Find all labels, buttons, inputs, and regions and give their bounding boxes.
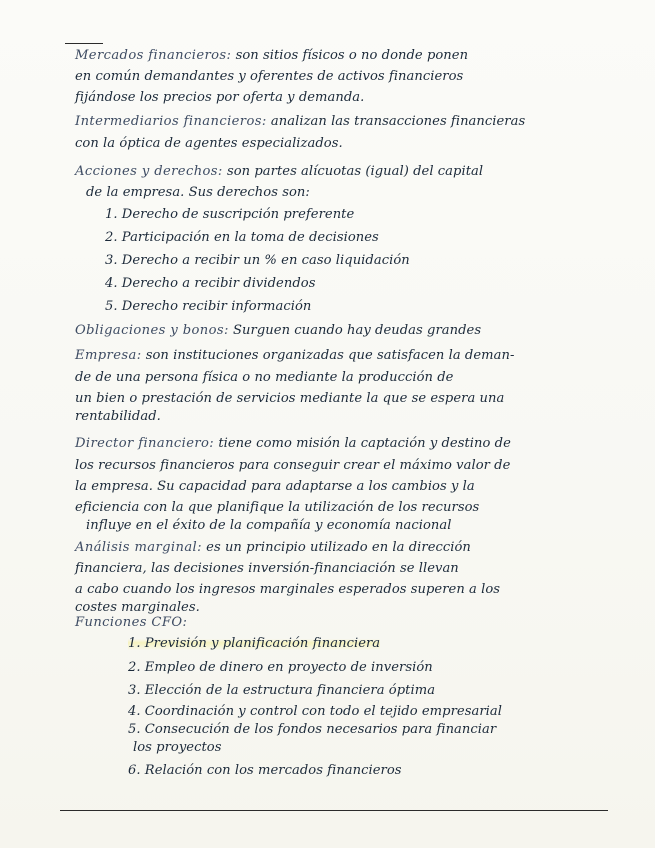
note-line	[75, 582, 500, 598]
list-item-text: 1. Derecho de suscripción preferente	[105, 207, 355, 222]
note-line	[75, 69, 463, 85]
list-item	[128, 704, 502, 720]
list-item-text: 1. Previsión y planificación financiera	[128, 636, 381, 651]
list-item	[105, 230, 379, 246]
definition-text: es un principio utilizado en la dirección	[201, 540, 471, 555]
note-line	[75, 409, 161, 425]
note-line	[75, 90, 364, 106]
definition-text: son instituciones organizadas que satisfacen la deman-	[141, 348, 515, 363]
list-item-text: 3. Derecho a recibir un % en caso liquidación	[105, 253, 410, 268]
definition-term: Acciones y derechos:	[75, 164, 223, 179]
list-item-text: 2. Participación en la toma de decisiones	[105, 230, 379, 245]
list-item-text: 4. Derecho a recibir dividendos	[105, 276, 316, 291]
note-line	[75, 540, 471, 556]
definition-text: un bien o prestación de servicios mediante la que se espera una	[75, 391, 505, 406]
list-item-text: 2. Empleo de dinero en proyecto de inversión	[128, 660, 433, 675]
list-item	[128, 660, 433, 676]
definition-text: la empresa. Su capacidad para adaptarse a los cambios y la	[75, 479, 475, 494]
definition-text: rentabilidad.	[75, 409, 161, 424]
note-line	[75, 436, 511, 452]
list-item	[133, 740, 221, 756]
definition-text: los recursos financieros para conseguir crear el máximo valor de	[75, 458, 511, 473]
note-line	[86, 185, 310, 201]
definition-text: tiene como misión la captación y destino de	[214, 436, 511, 451]
list-item-text: 3. Elección de la estructura financiera óptima	[128, 683, 436, 698]
footer-rule	[60, 810, 608, 811]
definition-text: influye en el éxito de la compañía y economía nacional	[86, 518, 452, 533]
note-line	[75, 479, 475, 495]
note-line	[75, 600, 200, 616]
definition-text: costes marginales.	[75, 600, 200, 615]
note-line	[75, 370, 453, 386]
definition-text: eficiencia con la que planifique la utilización de los recursos	[75, 500, 480, 515]
header-rule	[65, 43, 103, 44]
definition-text: de la empresa. Sus derechos son:	[86, 185, 310, 200]
definition-text: fijándose los precios por oferta y demanda.	[75, 90, 365, 105]
list-item	[105, 253, 410, 269]
definition-text: de de una persona física o no mediante la producción de	[75, 370, 454, 385]
list-item	[105, 276, 315, 292]
note-line	[75, 458, 510, 474]
list-item	[128, 636, 380, 652]
definition-text: son sitios físicos o no donde ponen	[231, 48, 469, 63]
list-item-text: los proyectos	[133, 740, 222, 755]
definition-text: con la óptica de agentes especializados.	[75, 136, 343, 151]
note-line	[75, 114, 525, 130]
note-line	[75, 561, 459, 577]
note-line	[86, 518, 452, 534]
section-heading: Funciones CFO:	[75, 615, 188, 630]
note-line	[75, 48, 468, 64]
definition-text: a cabo cuando los ingresos marginales esperados superen a los	[75, 582, 501, 597]
definition-text: son partes alícuotas (igual) del capital	[222, 164, 484, 179]
list-item	[128, 722, 496, 738]
definition-term: Mercados financieros:	[75, 48, 232, 63]
note-line	[75, 136, 343, 152]
definition-term: Intermediarios financieros:	[75, 114, 267, 129]
definition-text: Surguen cuando hay deudas grandes	[228, 323, 482, 338]
note-line	[75, 615, 187, 631]
definition-term: Empresa:	[75, 348, 142, 363]
list-item	[105, 207, 354, 223]
definition-term: Análisis marginal:	[75, 540, 202, 555]
definition-text: en común demandantes y oferentes de activos financieros	[75, 69, 464, 84]
definition-text: financiera, las decisiones inversión-financiación se llevan	[75, 561, 459, 576]
list-item	[105, 299, 311, 315]
list-item-text: 4. Coordinación y control con todo el tejido empresarial	[128, 704, 502, 719]
definition-term: Director financiero:	[75, 436, 215, 451]
note-line	[75, 348, 514, 364]
list-item	[128, 763, 402, 779]
list-item	[128, 683, 435, 699]
note-line	[75, 164, 483, 180]
definition-term: Obligaciones y bonos:	[75, 323, 229, 338]
note-line	[75, 323, 481, 339]
definition-text: analizan las transacciones financieras	[266, 114, 526, 129]
note-line	[75, 500, 479, 516]
list-item-text: 6. Relación con los mercados financieros	[128, 763, 402, 778]
list-item-text: 5. Consecución de los fondos necesarios para financiar	[128, 722, 497, 737]
list-item-text: 5. Derecho recibir información	[105, 299, 312, 314]
note-line	[75, 391, 504, 407]
